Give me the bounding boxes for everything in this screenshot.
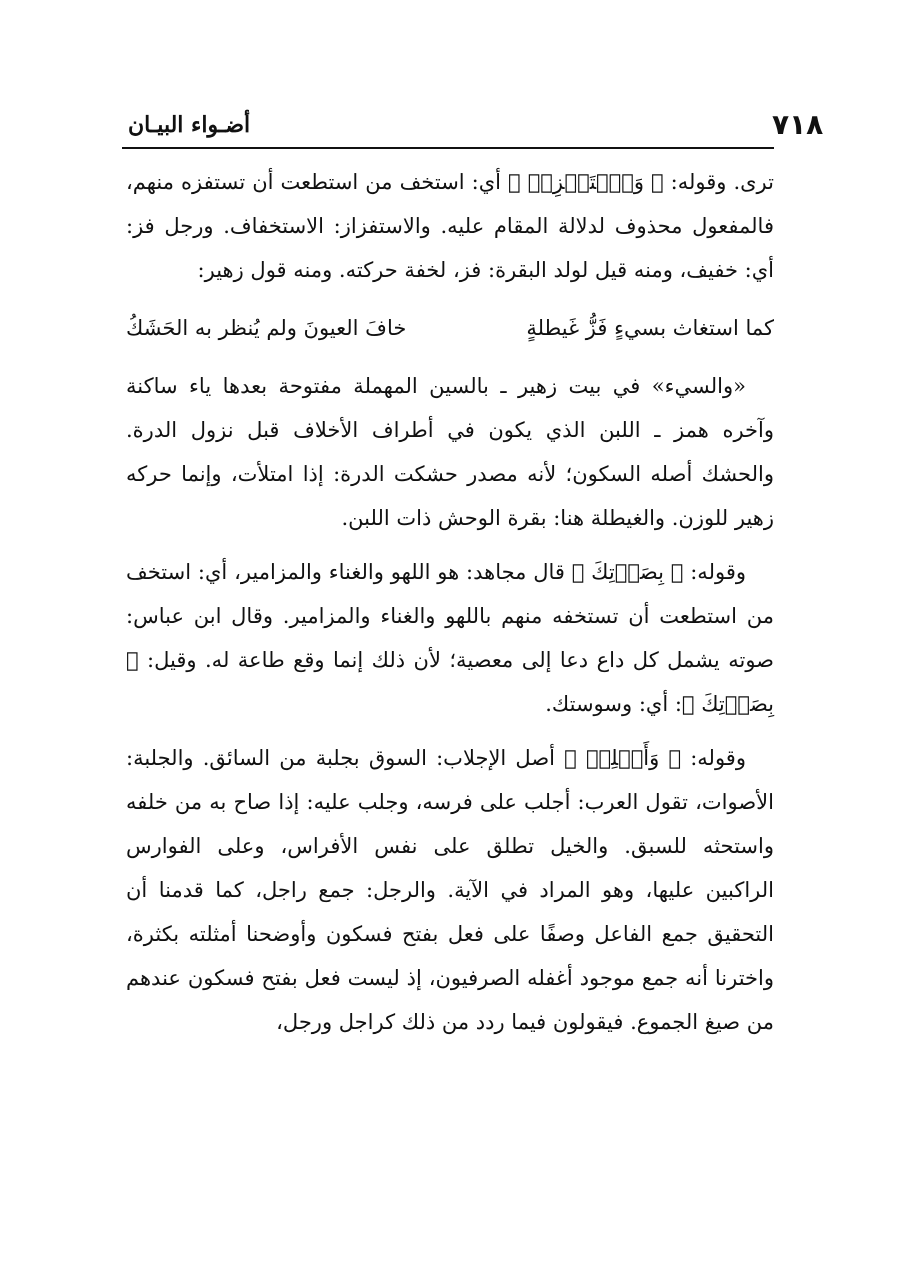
paragraph-3: وقوله: ﴿ بِصَوۡتِكَ ﴾ قال مجاهد: هو اللهو والغناء والمزامير، أي: استخف من استطعت أن تستخفه منهم باللهو والغناء والمزامير. وقال ابن عباس: صوته يشمل كل داع دعا إلى معصية؛ لأن ذلك إنما وقع طاعة له. وقيل: ﴿ بِصَوۡتِكَ ﴾: أي: وسوستك. [126, 560, 774, 716]
body-text [126, 160, 774, 1044]
page-header [124, 108, 824, 150]
paragraph-1: ترى. وقوله: ﴿ وَٱسۡتَفۡزِزۡ ﴾ أي: استخف من استطعت أن تستفزه منهم، فالمفعول محذوف لدلالة المقام عليه. والاستفزاز: الاستخفاف. ورجل فز: أي: خفيف، ومنه قيل لولد البقرة: فز، لخفة حركته. ومنه قول زهير: [126, 170, 774, 282]
verse-first-hemistich: كما استغاث بسيءٍ فَزُّ غَيطلةٍ [526, 316, 774, 340]
poetry-verse [126, 306, 774, 350]
verse-second-hemistich: خافَ العيونَ ولم يُنظر به الحَشَكُ [126, 316, 407, 340]
paragraph-4: وقوله: ﴿ وَأَجۡلِبۡ ﴾ أصل الإجلاب: السوق بجلبة من السائق. والجلبة: الأصوات، تقول العرب: أجلب على فرسه، وجلب عليه: إذا صاح به من خلفه واستحثه للسبق. والخيل تطلق على نفس الأفراس، وعلى الفوارس الراكبين عليها، وهو المراد في الآية. والرجل: جمع راجل، كما قدمنا أن التحقيق جمع الفاعل وصفًا على فعل بفتح فسكون وأوضحنا أمثلته بكثرة، واخترنا أنه جمع موجود أغفله الصرفيون، إذ ليست فعل بفتح فسكون عندهم من صيغ الجموع. فيقولون فيما ردد من ذلك كراجل ورجل، [126, 746, 774, 1034]
running-title: أضـواء البيـان [128, 112, 251, 138]
paragraph-2: «والسيء» في بيت زهير ـ بالسين المهملة مفتوحة بعدها ياء ساكنة وآخره همز ـ اللبن الذي يكون في أطراف الأخلاف قبل نزول الدرة. والحشك أصله السكون؛ لأنه مصدر حشكت الدرة: إذا امتلأت، وإنما حركه زهير للوزن. والغيطلة هنا: بقرة الوحش ذات اللبن. [126, 374, 774, 530]
page-number: ٧١٨ [772, 108, 824, 141]
header-rule [122, 147, 774, 149]
